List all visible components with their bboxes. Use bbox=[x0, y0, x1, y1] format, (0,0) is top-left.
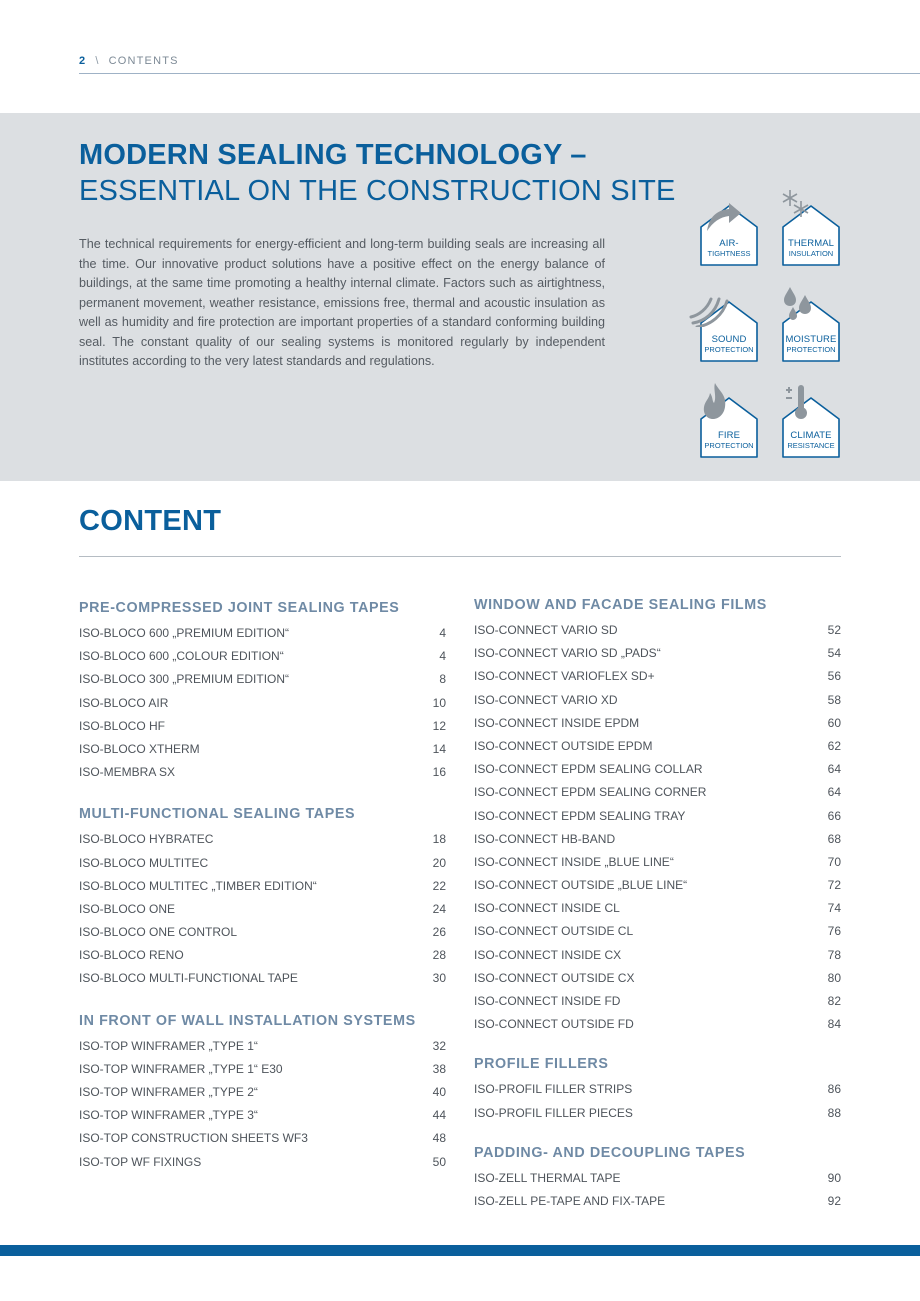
entry-page: 32 bbox=[432, 1038, 446, 1053]
section-title: WINDOW AND FACADE SEALING FILMS bbox=[474, 597, 767, 613]
badge-line2: PROTECTION bbox=[704, 441, 754, 450]
entry-name: ISO-CONNECT EPDM SEALING COLLAR bbox=[474, 762, 703, 777]
intro-title-light: ESSENTIAL ON THE CONSTRUCTION SITE bbox=[79, 175, 676, 207]
header-section: CONTENTS bbox=[108, 55, 179, 67]
flame-icon bbox=[701, 381, 731, 421]
toc-entry[interactable] bbox=[79, 856, 446, 879]
moisture-protection-badge bbox=[781, 299, 841, 363]
toc-entry[interactable] bbox=[474, 809, 841, 832]
header-separator: \ bbox=[95, 55, 100, 67]
page-header bbox=[0, 0, 920, 75]
entry-name: ISO-BLOCO ONE bbox=[79, 901, 176, 916]
entry-name: ISO-CONNECT INSIDE EPDM bbox=[474, 715, 640, 730]
entry-name: ISO-BLOCO MULTI-FUNCTIONAL TAPE bbox=[79, 971, 298, 986]
entry-name: ISO-BLOCO RENO bbox=[79, 948, 184, 963]
sound-protection-badge bbox=[699, 299, 759, 363]
toc-entry[interactable] bbox=[79, 879, 446, 902]
entry-page: 26 bbox=[432, 925, 446, 940]
entry-page: 8 bbox=[439, 672, 446, 687]
entry-name: ISO-CONNECT OUTSIDE „BLUE LINE“ bbox=[474, 878, 688, 893]
toc-entry[interactable] bbox=[474, 646, 841, 669]
entry-name: ISO-CONNECT INSIDE CX bbox=[474, 947, 622, 962]
entry-page: 22 bbox=[432, 878, 446, 893]
toc-entry[interactable] bbox=[474, 623, 841, 646]
running-header bbox=[79, 55, 179, 67]
entry-name: ISO-BLOCO 600 „PREMIUM EDITION“ bbox=[79, 626, 290, 640]
entry-name: ISO-CONNECT VARIO XD bbox=[474, 692, 618, 707]
entry-name: ISO-ZELL THERMAL TAPE bbox=[474, 1170, 621, 1185]
entry-page: 52 bbox=[827, 623, 841, 637]
toc-right-column bbox=[474, 597, 841, 1217]
toc-entry[interactable] bbox=[79, 1131, 446, 1154]
toc-entry[interactable] bbox=[79, 1155, 446, 1178]
toc-entry[interactable] bbox=[79, 719, 446, 742]
entry-name: ISO-MEMBRA SX bbox=[79, 765, 176, 780]
entry-name: ISO-BLOCO 600 „COLOUR EDITION“ bbox=[79, 649, 284, 664]
entry-name: ISO-BLOCO MULTITEC „TIMBER EDITION“ bbox=[79, 878, 317, 893]
badge-line1: MOISTURE bbox=[785, 334, 837, 345]
toc-entry[interactable] bbox=[474, 1171, 841, 1194]
entry-name: ISO-CONNECT VARIO SD bbox=[474, 623, 618, 637]
entry-page: 56 bbox=[827, 669, 841, 684]
toc-entry[interactable] bbox=[474, 948, 841, 971]
entry-name: ISO-PROFIL FILLER PIECES bbox=[474, 1105, 633, 1120]
toc-left-column bbox=[79, 600, 446, 1178]
toc-entry[interactable] bbox=[474, 1194, 841, 1217]
entry-name: ISO-PROFIL FILLER STRIPS bbox=[474, 1082, 633, 1097]
air-arrow-icon bbox=[703, 199, 743, 233]
entry-name: ISO-BLOCO HF bbox=[79, 718, 166, 733]
snowflake-icon bbox=[779, 187, 813, 221]
toc-entry[interactable] bbox=[474, 1106, 841, 1129]
water-drops-icon bbox=[781, 285, 815, 321]
toc-entry[interactable] bbox=[79, 1108, 446, 1131]
entry-name: ISO-BLOCO MULTITEC bbox=[79, 855, 209, 870]
toc-entry[interactable] bbox=[474, 994, 841, 1017]
intro-paragraph: The technical requirements for energy-efficient and long-term building seals are increasing all the time. Our innovative product solutions have a positive effect on the energy balance of buildings, at the same time promoting a healthy internal climate. Factors such as airtightness, permanent movement, weather resistance, emissions free, thermal and acoustic insulation as well as humidity and fire protection are important properties of a standard conforming building seal. The constant quality of our sealing systems is monitored regularly by independent institutes according to the very latest standards and regulations. bbox=[79, 237, 605, 368]
toc-entry[interactable] bbox=[474, 855, 841, 878]
entry-page: 58 bbox=[827, 692, 841, 707]
entry-name: ISO-CONNECT VARIOFLEX SD+ bbox=[474, 669, 655, 684]
entry-page: 16 bbox=[432, 765, 446, 780]
entry-page: 90 bbox=[827, 1170, 841, 1185]
entry-name: ISO-CONNECT OUTSIDE FD bbox=[474, 1017, 634, 1032]
entry-name: ISO-TOP WF FIXINGS bbox=[79, 1154, 202, 1169]
entry-name: ISO-TOP WINFRAMER „TYPE 3“ bbox=[79, 1108, 258, 1123]
section-title: IN FRONT OF WALL INSTALLATION SYSTEMS bbox=[79, 1012, 416, 1029]
entry-name: ISO-CONNECT OUTSIDE CL bbox=[474, 924, 634, 939]
entry-page: 82 bbox=[827, 994, 841, 1008]
badge-line2: PROTECTION bbox=[786, 345, 836, 354]
entry-name: ISO-CONNECT EPDM SEALING CORNER bbox=[474, 785, 707, 800]
header-rule bbox=[79, 73, 920, 74]
entry-name: ISO-BLOCO ONE CONTROL bbox=[79, 925, 238, 940]
toc-entry[interactable] bbox=[79, 742, 446, 765]
toc-entry[interactable] bbox=[474, 971, 841, 994]
toc-entry[interactable] bbox=[79, 832, 446, 855]
entry-name: ISO-CONNECT INSIDE CL bbox=[474, 901, 620, 916]
toc-entry[interactable] bbox=[474, 1082, 841, 1105]
badge-line2: RESISTANCE bbox=[787, 441, 835, 450]
toc-entry[interactable] bbox=[474, 739, 841, 762]
entry-name: ISO-TOP CONSTRUCTION SHEETS WF3 bbox=[79, 1131, 308, 1146]
entry-page: 50 bbox=[432, 1154, 446, 1169]
climate-resistance-badge bbox=[781, 395, 841, 459]
entry-name: ISO-BLOCO 300 „PREMIUM EDITION“ bbox=[79, 672, 290, 687]
toc-entry[interactable] bbox=[474, 785, 841, 808]
toc-entry[interactable] bbox=[79, 649, 446, 672]
toc-entry[interactable] bbox=[79, 1039, 446, 1062]
entry-name: ISO-CONNECT INSIDE FD bbox=[474, 994, 621, 1008]
entry-page: 62 bbox=[827, 738, 841, 753]
entry-page: 92 bbox=[827, 1193, 841, 1208]
entry-name: ISO-TOP WINFRAMER „TYPE 2“ bbox=[79, 1085, 258, 1099]
section-title: PRE-COMPRESSED JOINT SEALING TAPES bbox=[79, 600, 400, 616]
toc-entry[interactable] bbox=[79, 626, 446, 649]
toc-entry[interactable] bbox=[79, 925, 446, 948]
entry-page: 14 bbox=[432, 741, 446, 756]
toc-entry[interactable] bbox=[474, 1017, 841, 1040]
entry-page: 44 bbox=[432, 1108, 446, 1123]
entry-page: 66 bbox=[827, 808, 841, 823]
entry-name: ISO-CONNECT INSIDE „BLUE LINE“ bbox=[474, 854, 674, 869]
section-title: PADDING- AND DECOUPLING TAPES bbox=[474, 1144, 746, 1161]
badge-line1: THERMAL bbox=[787, 238, 835, 249]
entry-page: 86 bbox=[827, 1082, 841, 1097]
toc-entry[interactable] bbox=[79, 902, 446, 925]
entry-page: 30 bbox=[432, 971, 446, 986]
badge-line2: PROTECTION bbox=[704, 345, 754, 354]
entry-page: 4 bbox=[439, 649, 446, 664]
entry-name: ISO-BLOCO AIR bbox=[79, 695, 169, 710]
toc-entry[interactable] bbox=[474, 716, 841, 739]
toc-entry[interactable] bbox=[79, 1062, 446, 1085]
content-rule bbox=[79, 556, 841, 557]
entry-name: ISO-CONNECT OUTSIDE EPDM bbox=[474, 738, 653, 753]
entry-page: 18 bbox=[432, 832, 446, 847]
entry-name: ISO-CONNECT HB-BAND bbox=[474, 831, 616, 846]
entry-page: 72 bbox=[827, 878, 841, 893]
entry-name: ISO-CONNECT OUTSIDE CX bbox=[474, 970, 635, 985]
footer-bar bbox=[0, 1245, 920, 1256]
toc-entry[interactable] bbox=[474, 878, 841, 901]
entry-page: 64 bbox=[827, 762, 841, 777]
entry-page: 60 bbox=[827, 715, 841, 730]
thermometer-icon bbox=[783, 383, 813, 421]
badge-line2: TIGHTNESS bbox=[707, 249, 751, 258]
toc-entry[interactable] bbox=[474, 762, 841, 785]
entry-name: ISO-TOP WINFRAMER „TYPE 1“ bbox=[79, 1038, 258, 1053]
entry-page: 48 bbox=[432, 1131, 446, 1146]
toc-entry[interactable] bbox=[474, 693, 841, 716]
toc-entry[interactable] bbox=[474, 924, 841, 947]
entry-name: ISO-CONNECT VARIO SD „PADS“ bbox=[474, 646, 661, 661]
toc-entry[interactable] bbox=[79, 971, 446, 994]
entry-page: 4 bbox=[439, 626, 446, 640]
entry-page: 84 bbox=[827, 1017, 841, 1032]
toc-entry[interactable] bbox=[474, 832, 841, 855]
entry-page: 70 bbox=[827, 854, 841, 869]
toc-entry[interactable] bbox=[79, 696, 446, 719]
entry-name: ISO-BLOCO XTHERM bbox=[79, 741, 200, 756]
entry-name: ISO-TOP WINFRAMER „TYPE 1“ E30 bbox=[79, 1061, 283, 1076]
page-number: 2 bbox=[79, 55, 87, 67]
badge-line1: AIR- bbox=[719, 238, 739, 249]
section-title: MULTI-FUNCTIONAL SEALING TAPES bbox=[79, 806, 356, 823]
badge-line1: CLIMATE bbox=[790, 430, 832, 441]
entry-page: 20 bbox=[432, 855, 446, 870]
entry-page: 54 bbox=[827, 646, 841, 661]
entry-page: 68 bbox=[827, 831, 841, 846]
entry-page: 10 bbox=[432, 695, 446, 710]
entry-page: 76 bbox=[827, 924, 841, 939]
badge-line1: FIRE bbox=[717, 430, 741, 441]
toc-entry[interactable] bbox=[474, 669, 841, 692]
entry-name: ISO-ZELL PE-TAPE AND FIX-TAPE bbox=[474, 1193, 666, 1208]
badge-line1: SOUND bbox=[711, 334, 747, 345]
content-title: CONTENT bbox=[79, 505, 222, 537]
entry-page: 38 bbox=[432, 1061, 446, 1076]
airtightness-badge bbox=[699, 203, 759, 267]
entry-page: 64 bbox=[827, 785, 841, 800]
entry-page: 28 bbox=[432, 948, 446, 963]
sound-waves-icon bbox=[685, 287, 735, 327]
toc-entry[interactable] bbox=[79, 672, 446, 695]
entry-page: 80 bbox=[827, 970, 841, 985]
section-title: PROFILE FILLERS bbox=[474, 1056, 609, 1073]
toc-entry[interactable] bbox=[79, 765, 446, 788]
entry-page: 24 bbox=[432, 901, 446, 916]
entry-page: 12 bbox=[432, 718, 446, 733]
entry-page: 74 bbox=[827, 901, 841, 916]
entry-name: ISO-BLOCO HYBRATEC bbox=[79, 832, 214, 847]
fire-protection-badge bbox=[699, 395, 759, 459]
entry-page: 78 bbox=[827, 947, 841, 962]
toc-entry[interactable] bbox=[79, 948, 446, 971]
badge-line2: INSULATION bbox=[788, 249, 834, 258]
entry-name: ISO-CONNECT EPDM SEALING TRAY bbox=[474, 808, 686, 823]
toc-entry[interactable] bbox=[474, 901, 841, 924]
intro-title-bold: MODERN SEALING TECHNOLOGY – bbox=[79, 139, 587, 171]
toc-entry[interactable] bbox=[79, 1085, 446, 1108]
entry-page: 40 bbox=[432, 1085, 446, 1099]
thermal-insulation-badge bbox=[781, 203, 841, 267]
entry-page: 88 bbox=[827, 1105, 841, 1120]
